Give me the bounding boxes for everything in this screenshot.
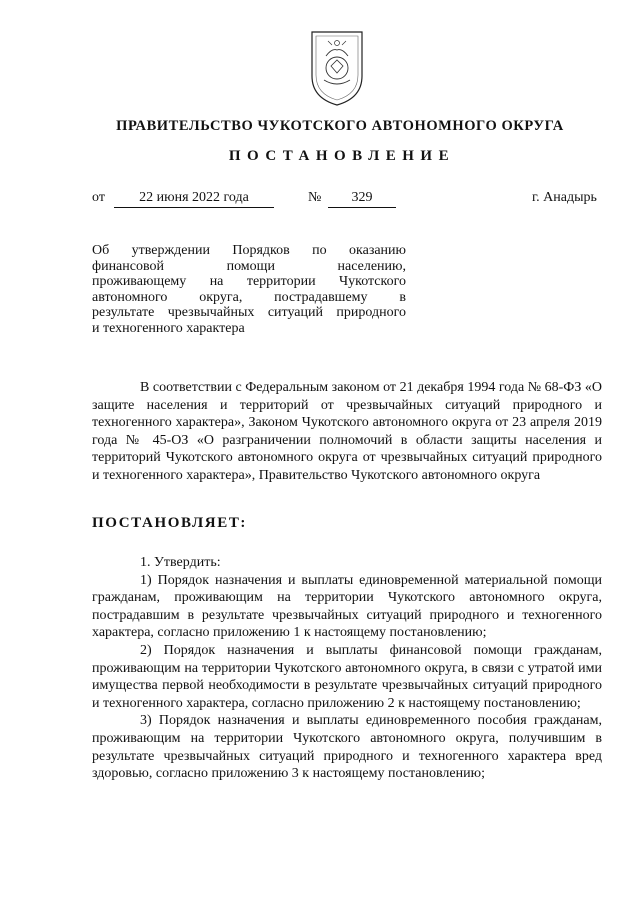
preamble-block: [92, 379, 602, 485]
subject-line: Об утверждении Порядков по оказанию: [92, 243, 406, 258]
decree-date: 22 июня 2022 года: [114, 190, 274, 208]
resolution-items: [92, 554, 602, 783]
number-label: №: [308, 190, 322, 205]
item-1: 1) Порядок назначения и выплаты единовременной материальной помощи гражданам, проживающим на территории Чукотского автономного округа, пострадавшим в результате чрезвычайных ситуаций природного и техногенного характера, согласно приложению 1 к настоящему постановлению;: [92, 572, 602, 641]
subject-line: автономного округа, пострадавшему в: [92, 289, 406, 305]
decree-subject: [92, 243, 406, 337]
subject-line: финансовой помощи населению,: [92, 258, 406, 274]
government-name: ПРАВИТЕЛЬСТВО ЧУКОТСКОГО АВТОНОМНОГО ОКРУГА: [116, 118, 564, 134]
subject-line: результате чрезвычайных ситуаций природного: [92, 305, 406, 321]
item-3: 3) Порядок назначения и выплаты единовременного пособия гражданам, проживающим на территории Чукотского автономного округа, получившим в результате чрезвычайных ситуаций природного и техногенного характера вред здоровью, согласно приложению 3 к настоящему постановлению;: [92, 713, 602, 782]
item-intro: 1. Утвердить:: [140, 555, 221, 570]
resolves-heading: ПОСТАНОВЛЯЕТ:: [92, 515, 248, 531]
decree-number: 329: [328, 190, 396, 208]
city-name: г. Анадырь: [532, 190, 597, 205]
document-type-title: ПОСТАНОВЛЕНИЕ: [228, 148, 456, 164]
subject-line: и техногенного характера: [92, 320, 245, 336]
coat-of-arms-emblem: [304, 26, 370, 108]
preamble-paragraph: В соответствии с Федеральным законом от 21 декабря 1994 года № 68-ФЗ «О защите населения и территорий от чрезвычайных ситуаций природного и техногенного характера», Законом Чукотского автономного округа от 23 апреля 2019 года № 45-ОЗ «О разграничении полномочий в области защиты населения и территорий Чукотского автономного округа от чрезвычайных ситуаций природного и техногенного характера», Правительство Чукотского автономного округа: [92, 380, 602, 483]
item-2: 2) Порядок назначения и выплаты финансовой помощи гражданам, проживающим на территории Чукотского автономного округа, в связи с утратой ими имущества первой необходимости в результате чрезвычайных ситуаций природного и техногенного характера, согласно приложению 2 к настоящему постановлению;: [92, 642, 602, 711]
subject-line: проживающему на территории Чукотского: [92, 274, 406, 290]
date-label: от: [92, 190, 105, 205]
